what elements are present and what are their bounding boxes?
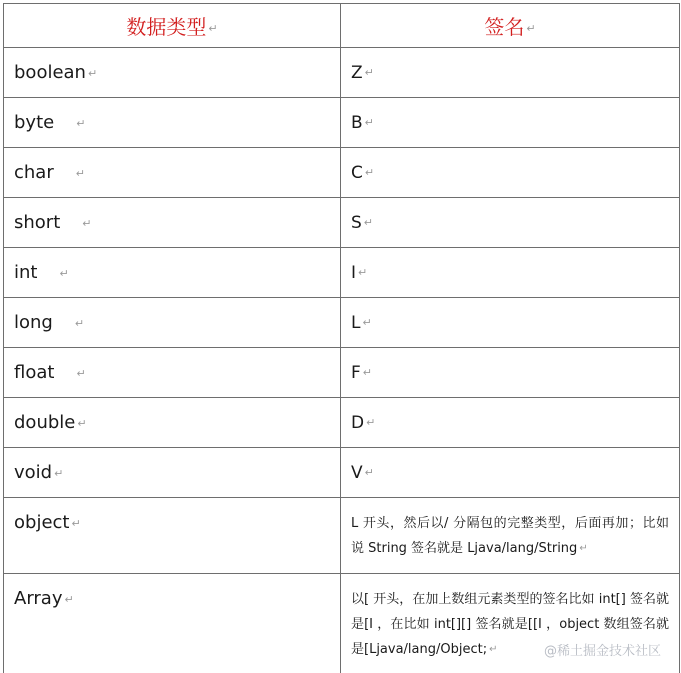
signature-cell: S ↵ [341, 198, 680, 248]
signature-description-cell: L 开头，然后以/ 分隔包的完整类型，后面再加；比如说 String 签名就是 Ljava/lang/String ↵ [341, 498, 680, 574]
header-data-type: 数据类型 ↵ [4, 4, 341, 48]
table-row-object [4, 498, 680, 574]
type-cell: int ↵ [4, 248, 341, 298]
array-signature-description: 以[ 开头，在加上数组元素类型的签名比如 int[] 签名就是[I ，在比如 int[][] 签名就是[[I ，object 数组签名就是[Ljava/lang/Object; [351, 591, 669, 657]
table-row [4, 348, 680, 398]
table-row [4, 148, 680, 198]
signature-description-cell: 以[ 开头，在加上数组元素类型的签名比如 int[] 签名就是[I ，在比如 int[][] 签名就是[[I ，object 数组签名就是[Ljava/lang/Object; ↵ [341, 574, 680, 673]
signature-table [3, 3, 680, 673]
type-cell: float ↵ [4, 348, 341, 398]
signature-cell: C ↵ [341, 148, 680, 198]
signature-cell: B ↵ [341, 98, 680, 148]
type-cell: short ↵ [4, 198, 341, 248]
object-signature-description: L 开头，然后以/ 分隔包的完整类型，后面再加；比如说 String 签名就是 Ljava/lang/String [351, 515, 669, 556]
signature-cell: I ↵ [341, 248, 680, 298]
signature-cell: V ↵ [341, 448, 680, 498]
type-cell: char ↵ [4, 148, 341, 198]
type-cell: boolean ↵ [4, 48, 341, 98]
type-cell: double ↵ [4, 398, 341, 448]
table-row [4, 298, 680, 348]
table-header-row [4, 4, 680, 48]
header-signature: 签名 ↵ [341, 4, 680, 48]
type-cell: object ↵ [4, 498, 341, 574]
type-cell: long ↵ [4, 298, 341, 348]
signature-cell: F ↵ [341, 348, 680, 398]
table-row [4, 198, 680, 248]
signature-cell: L ↵ [341, 298, 680, 348]
signature-cell: Z ↵ [341, 48, 680, 98]
table-row [4, 398, 680, 448]
table-row [4, 248, 680, 298]
type-cell: byte ↵ [4, 98, 341, 148]
watermark: @稀土掘金技术社区 [543, 644, 661, 659]
table-row [4, 98, 680, 148]
table-row [4, 48, 680, 98]
table-row [4, 448, 680, 498]
signature-cell: D ↵ [341, 398, 680, 448]
type-cell: Array ↵ [4, 574, 341, 673]
type-cell: void ↵ [4, 448, 341, 498]
